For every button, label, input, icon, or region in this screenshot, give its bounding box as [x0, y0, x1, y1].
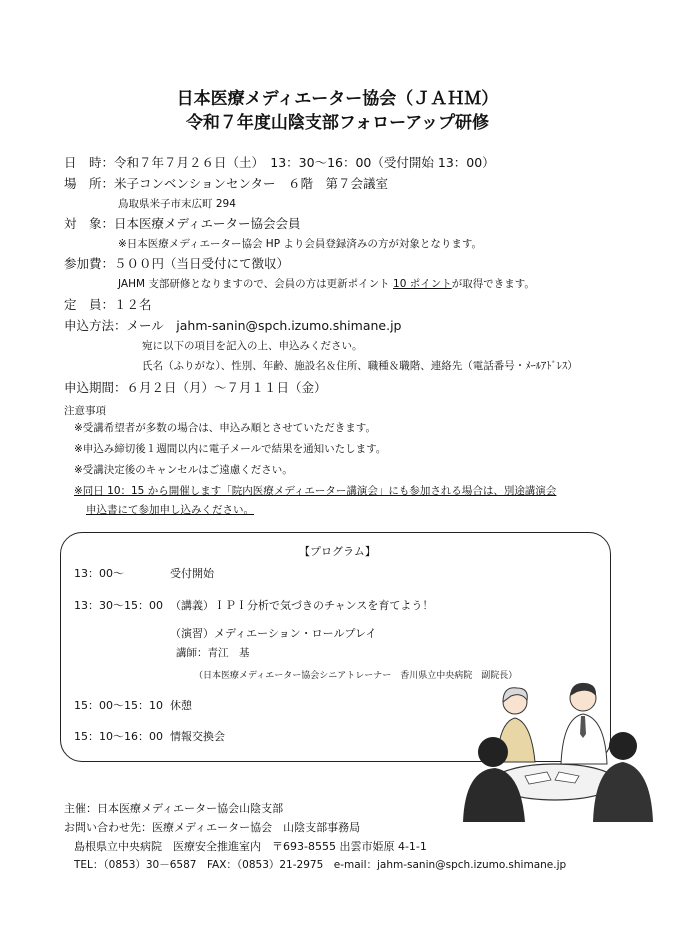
program-text-2: （講義）ＩＰＩ分析で気づきのチャンスを育てよう！ [170, 599, 434, 612]
capacity-row [64, 295, 152, 313]
notes-heading: 注意事項 [64, 405, 106, 417]
notes-item-2: ※申込み締切後１週間以内に電子メールで結果を通知いたします。 [74, 443, 387, 455]
program-heading: 【プログラム】 [299, 545, 376, 558]
program-lecturer: 講師：青江 基 [176, 647, 250, 659]
place-address: 鳥取県米子市末広町 294 [118, 198, 236, 210]
place-label: 場 所： [64, 176, 115, 191]
meeting-illustration [455, 672, 655, 822]
program-text-3: 休憩 [170, 699, 192, 712]
person-tie [580, 716, 586, 738]
fee-value: ５００円（当日受付にて徴収） [114, 256, 290, 271]
target-value: 日本医療メディエーター協会会員 [114, 216, 301, 231]
date-row [64, 153, 495, 171]
fee-note [118, 276, 535, 291]
notes-item-3: ※受講決定後のキャンセルはご遠慮ください。 [74, 464, 293, 476]
notes-highlight-line1: ※同日 10：15 から開催します「院内医療メディエーター講演会」にも参加される場合は、別途講演会 [74, 485, 557, 497]
footer-address: 島根県立中央病院 医療安全推進室内 〒693-8555 出雲市姫原 4-1-1 [74, 840, 427, 853]
footer-tel: TEL：（0853）30－6587 FAX：（0853）21-2975 e-mail：jahm-sanin@spch.izumo.shimane.jp [74, 859, 567, 871]
fee-label: 参加費： [64, 256, 115, 271]
target-note: ※日本医療メディエーター協会 HP より会員登録済みの方が対象となります。 [118, 238, 483, 250]
fee-note-points: 10 ポイント [393, 278, 452, 290]
target-label: 対 象： [64, 216, 115, 231]
program-time-2: 13：30～15：00 [74, 599, 163, 612]
method-value: メール jahm-sanin@spch.izumo.shimane.jp [126, 318, 402, 333]
target-row [64, 214, 301, 232]
footer-contact: お問い合わせ先：医療メディエーター協会 山陰支部事務局 [64, 821, 361, 834]
method-line2: 氏名（ふりがな）、性別、年齢、施設名＆住所、職種＆職階、連絡先（電話番号・ﾒｰﾙｱﾄﾞﾚｽ） [142, 360, 578, 372]
program-time-4: 15：10～16：00 [74, 730, 163, 743]
program-time-3: 15：00～15：10 [74, 699, 163, 712]
program-text-1: 受付開始 [170, 567, 214, 580]
title-line1: 日本医療メディエーター協会（ＪＡＨＭ） [176, 89, 499, 109]
capacity-label: 定 員： [64, 297, 115, 312]
fee-row [64, 254, 289, 272]
period-row [64, 378, 327, 396]
program-sub-2: （演習）メディエーション・ロールプレイ [170, 627, 377, 640]
program-affiliation: （日本医療メディエーター協会シニアトレーナー 香川県立中央病院 副院長） [194, 671, 518, 681]
place-value: 米子コンベンションセンター ６階 第７会議室 [114, 176, 388, 191]
date-value: 令和７年７月２６日（土） 13：30～16：00（受付開始 13：00） [114, 155, 495, 170]
fee-note-post: が取得できます。 [451, 278, 535, 290]
footer-host: 主催：日本医療メディエーター協会山陰支部 [64, 802, 284, 815]
method-label: 申込方法： [64, 318, 127, 333]
notes-item-1: ※受講希望者が多数の場合は、申込み順とさせていただきます。 [74, 422, 376, 434]
period-value: ６月２日（月）～７月１１日（金） [126, 380, 327, 395]
person-head [609, 732, 637, 760]
date-label: 日 時： [64, 155, 115, 170]
place-row [64, 174, 388, 192]
notes-highlight-line2: 申込書にて参加申し込みください。 [86, 504, 254, 516]
method-line1: 宛に以下の項目を記入の上、申込みください。 [142, 340, 363, 352]
period-label: 申込期間： [64, 380, 127, 395]
fee-note-pre: JAHM 支部研修となりますので、会員の方は更新ポイント [118, 278, 394, 290]
person-head [478, 737, 508, 767]
program-text-4: 情報交換会 [170, 730, 225, 743]
capacity-value: １２名 [114, 297, 152, 312]
title-line2: 令和７年度山陰支部フォローアップ研修 [185, 113, 490, 133]
method-row [64, 316, 402, 334]
program-time-1: 13：00～ [74, 567, 124, 580]
